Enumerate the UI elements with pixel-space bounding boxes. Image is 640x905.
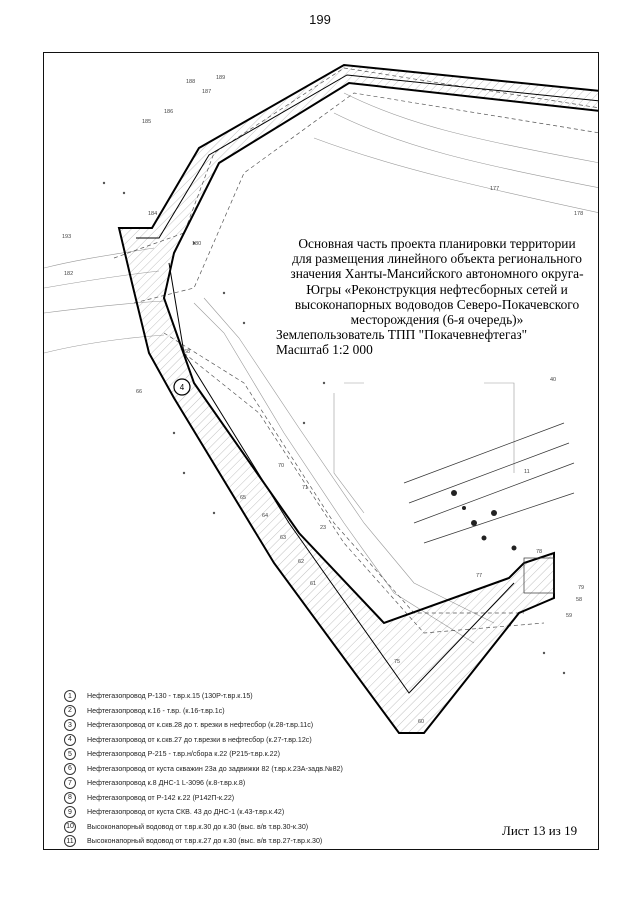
legend-number: 2 bbox=[64, 705, 76, 717]
title-line: значения Ханты-Мансийского автономного округа- bbox=[290, 266, 584, 282]
legend-text: Нефтегазопровод к.8 ДНС-1 L-3096 (к.8-т.вр.к.8) bbox=[87, 779, 246, 788]
legend-item bbox=[64, 805, 394, 820]
map-label: 187 bbox=[202, 89, 212, 95]
map-label: 23 bbox=[320, 525, 327, 531]
map-label: 180 bbox=[192, 241, 202, 247]
legend-text: Нефтегазопровод от куста скважин 23а до задвижки 82 (т.вр.к.23А-задв.№82) bbox=[87, 764, 343, 773]
map-label: 78 bbox=[536, 549, 543, 555]
legend-item bbox=[64, 820, 394, 835]
map-label: 60 bbox=[418, 719, 425, 725]
title-block bbox=[276, 236, 598, 358]
map-label: 71 bbox=[302, 485, 309, 491]
legend-number: 10 bbox=[64, 821, 76, 833]
map-label: 40 bbox=[550, 377, 557, 383]
legend-item bbox=[64, 747, 394, 762]
sheet-label: Лист 13 из 19 bbox=[502, 823, 578, 838]
legend-number: 1 bbox=[64, 690, 76, 702]
map-label: 65 bbox=[240, 495, 247, 501]
legend-number: 9 bbox=[64, 806, 76, 818]
map-label: 189 bbox=[216, 75, 226, 81]
legend-text: Нефтегазопровод к.16 - т.вр. (к.16-т.вр.1с) bbox=[87, 706, 225, 715]
title-main bbox=[276, 236, 598, 327]
map-label: 68 bbox=[184, 349, 191, 355]
legend-text: Высоконапорный водовод от т.вр.к.30 до к.30 (выс. в/в т.вр.30-к.30) bbox=[87, 822, 309, 831]
legend-text: Нефтегазопровод от куста СКВ. 43 до ДНС-1 (к.43-т.вр.к.42) bbox=[87, 808, 285, 817]
land-user: Землепользователь ТПП "Покачевнефтегаз" bbox=[276, 327, 528, 343]
legend-text: Нефтегазопровод Р-130 - т.вр.к.15 (130Р-т.вр.к.15) bbox=[87, 692, 253, 701]
map-label: 177 bbox=[490, 186, 500, 192]
map-label: 59 bbox=[566, 613, 573, 619]
plan-sheet bbox=[43, 52, 599, 850]
legend-item bbox=[64, 704, 394, 719]
title-line: для размещения линейного объекта регионального bbox=[292, 251, 582, 267]
legend-item bbox=[64, 733, 394, 748]
marker-label: 4 bbox=[179, 383, 185, 392]
legend-text: Высоконапорный водовод от т.вр.к.27 до к.30 (выс. в/в т.вр.27-т.вр.к.30) bbox=[87, 837, 323, 846]
legend-number: 6 bbox=[64, 763, 76, 775]
map-label: 178 bbox=[574, 211, 584, 217]
map-label: 64 bbox=[262, 513, 269, 519]
page-number: 199 bbox=[309, 12, 331, 27]
map-label: 66 bbox=[136, 389, 143, 395]
legend-number: 8 bbox=[64, 792, 76, 804]
scale: Масштаб 1:2 000 bbox=[276, 342, 373, 358]
map-label: 79 bbox=[578, 585, 585, 591]
legend-number: 4 bbox=[64, 734, 76, 746]
legend-item bbox=[64, 776, 394, 791]
legend bbox=[64, 689, 394, 849]
title-line: Основная часть проекта планировки территории bbox=[298, 236, 576, 251]
map-label: 193 bbox=[62, 234, 72, 240]
map-label: 188 bbox=[186, 79, 196, 85]
legend-item bbox=[64, 762, 394, 777]
legend-number: 11 bbox=[64, 835, 76, 847]
title-line: Югры «Реконструкция нефтесборных сетей и bbox=[306, 281, 568, 297]
legend-item bbox=[64, 791, 394, 806]
map-label: 58 bbox=[576, 597, 583, 603]
map-label: 185 bbox=[142, 119, 152, 125]
legend-item bbox=[64, 718, 394, 733]
legend-number: 7 bbox=[64, 777, 76, 789]
legend-text: Нефтегазопровод от Р-142 к.22 (Р142П-к.22) bbox=[87, 793, 235, 802]
legend-number: 3 bbox=[64, 719, 76, 731]
legend-number: 5 bbox=[64, 748, 76, 760]
map-label: 75 bbox=[394, 659, 401, 665]
legend-text: Нефтегазопровод от к.скв.27 до т.врезки в нефтесбор (к.27-т.вр.12с) bbox=[87, 735, 312, 744]
map-label: 184 bbox=[148, 211, 158, 217]
legend-text: Нефтегазопровод Р-215 - т.вр.н/сбора к.22 (Р215-т.вр.к.22) bbox=[87, 750, 280, 759]
legend-item bbox=[64, 834, 394, 849]
title-line: месторождения (6-я очередь)» bbox=[350, 312, 524, 328]
map-label: 182 bbox=[64, 271, 74, 277]
map-label: 186 bbox=[164, 109, 174, 115]
title-line: высоконапорных водоводов Северо-Покачевского bbox=[294, 296, 580, 312]
map-label: 63 bbox=[280, 535, 287, 541]
map-label: 70 bbox=[278, 463, 285, 469]
map-label: 61 bbox=[310, 581, 317, 587]
map-label: 11 bbox=[524, 469, 530, 475]
map-label: 62 bbox=[298, 559, 305, 565]
legend-item bbox=[64, 689, 394, 704]
project-boundary bbox=[119, 65, 599, 733]
map-label: 77 bbox=[476, 573, 483, 579]
legend-text: Нефтегазопровод от к.скв.28 до т. врезки в нефтесбор (к.28-т.вр.11с) bbox=[87, 721, 314, 730]
